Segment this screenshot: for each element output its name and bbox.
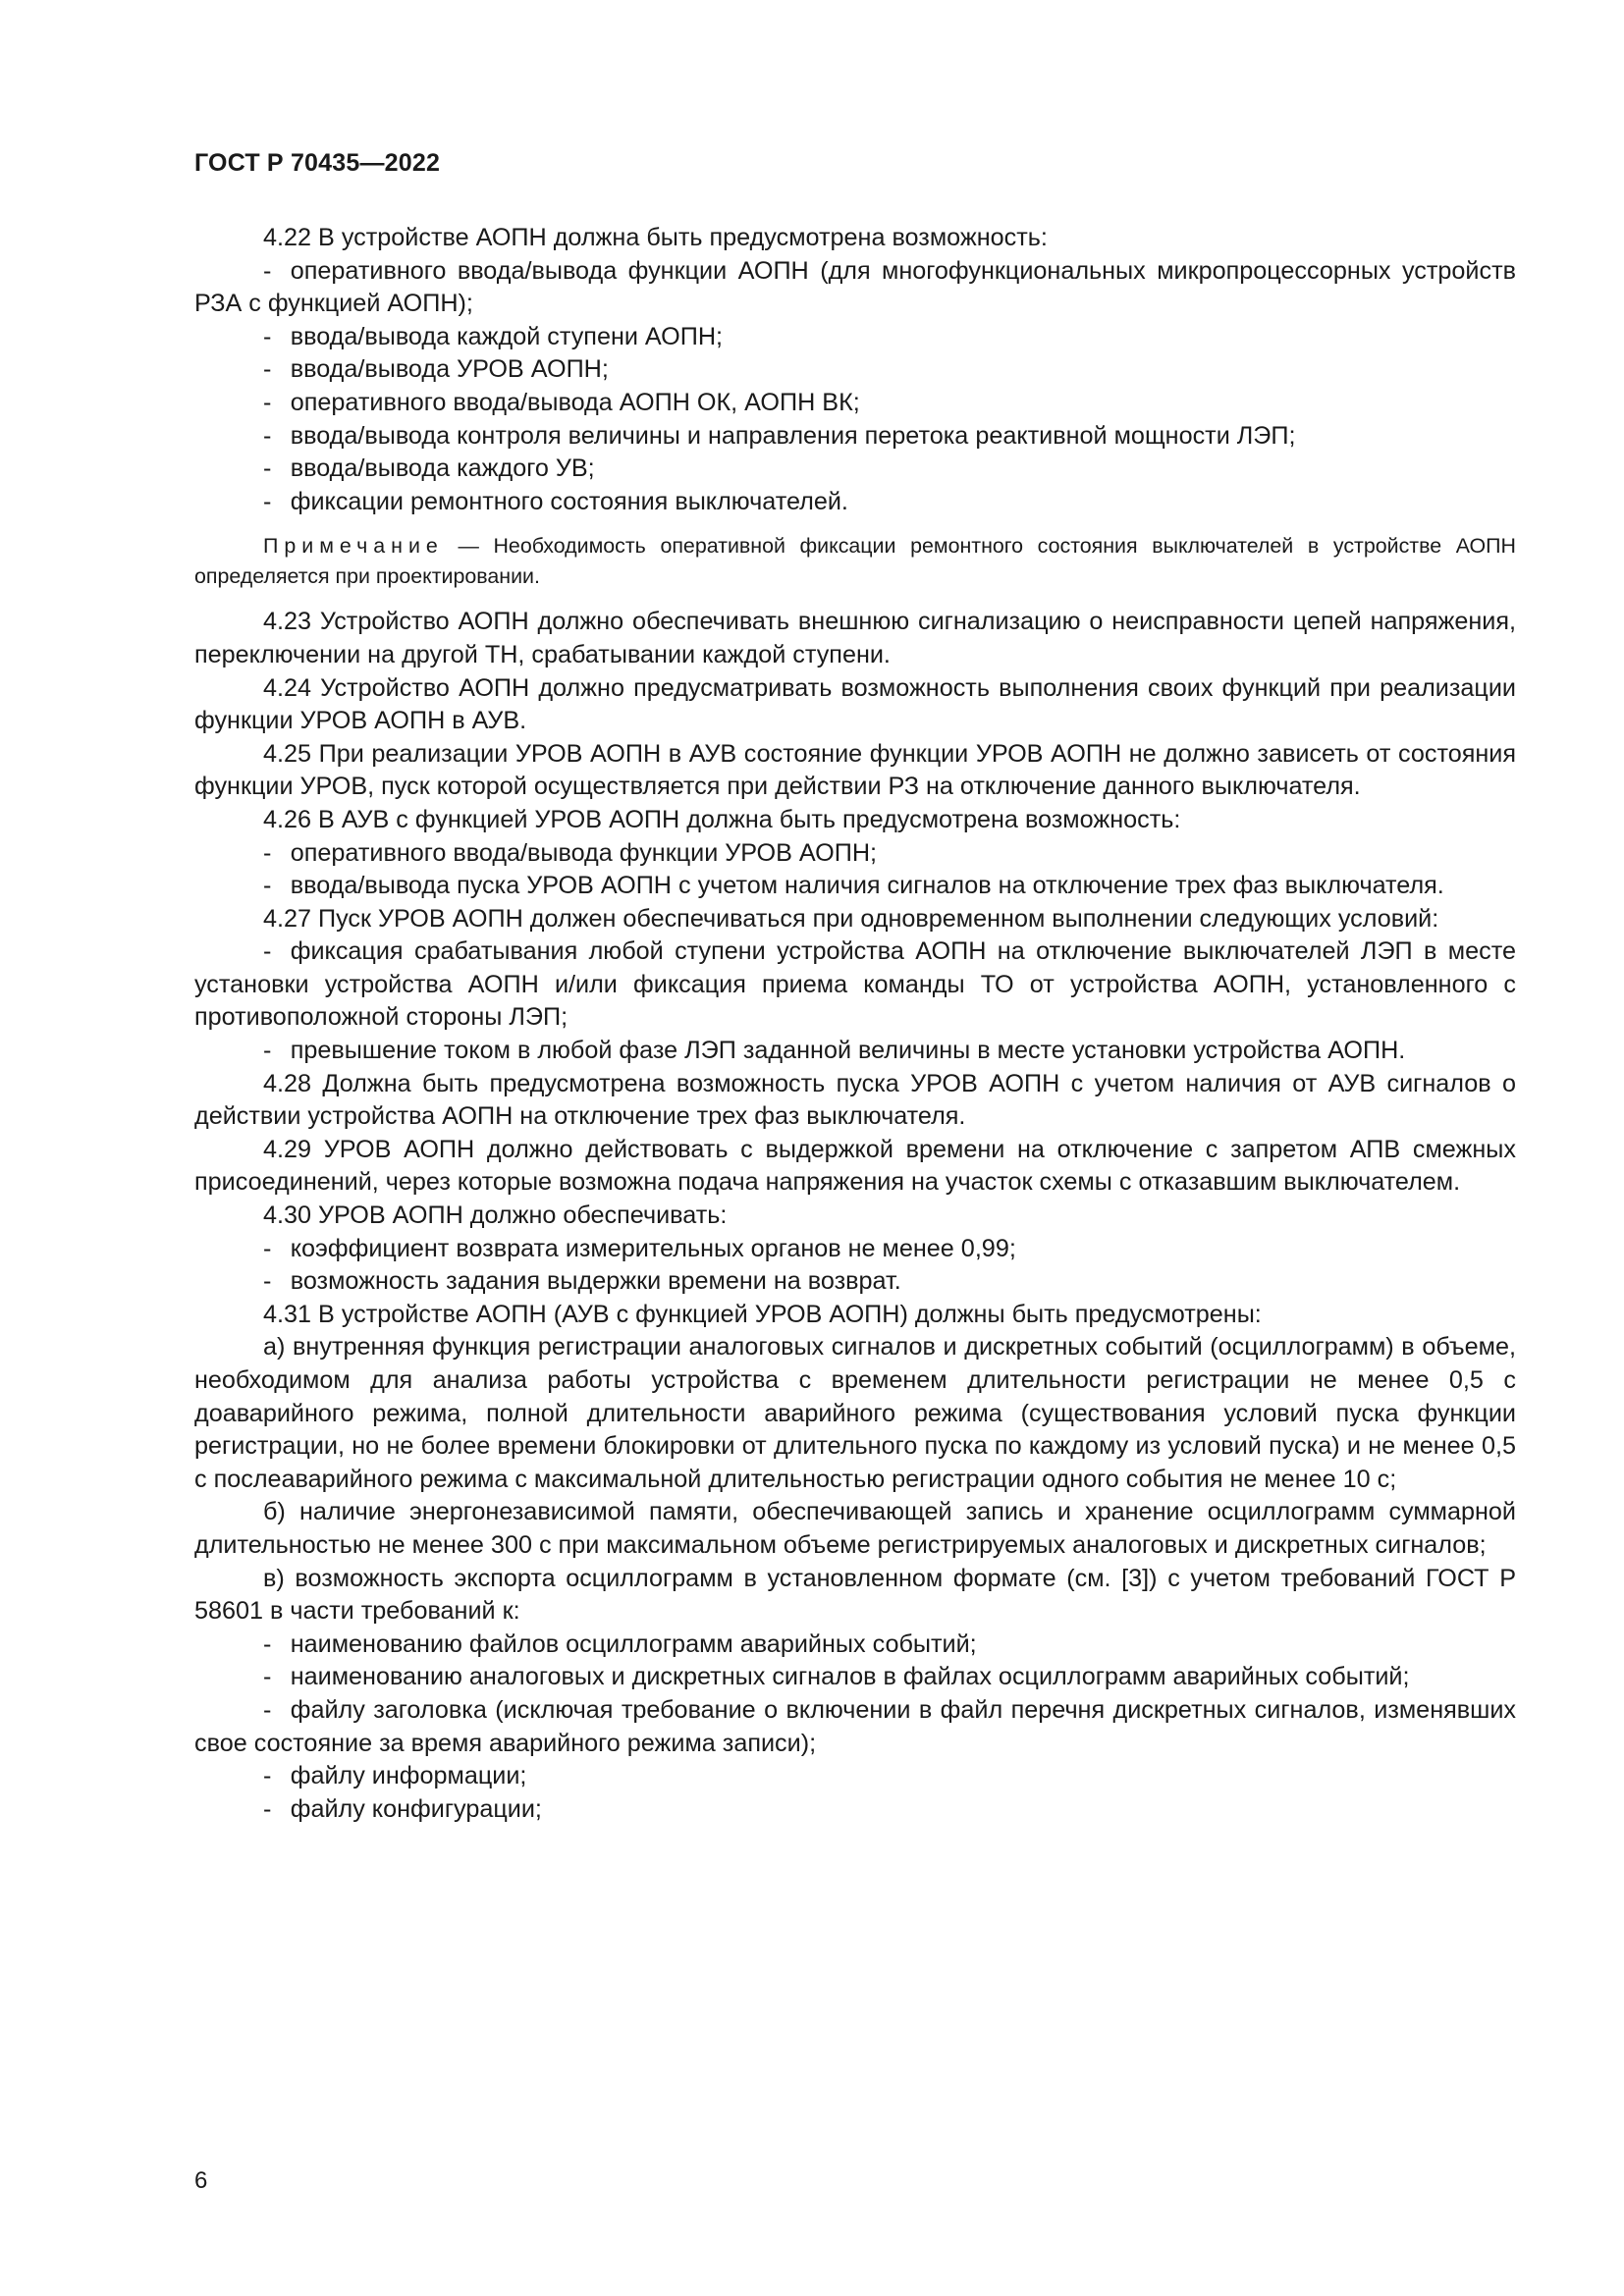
list-item-text: файлу заголовка (исключая требование о включении в файл перечня дискретных сигналов, изменявших свое состояние за время аварийного режима записи); bbox=[194, 1695, 1516, 1757]
paragraph: 4.27 Пуск УРОВ АОПН должен обеспечиваться при одновременном выполнении следующих условий: bbox=[263, 904, 1439, 933]
list-item bbox=[194, 1629, 1516, 1662]
list-item-text: ввода/вывода УРОВ АОПН; bbox=[290, 355, 609, 384]
paragraph: 4.22 В устройстве АОПН должна быть предусмотрена возможность: bbox=[263, 224, 1048, 251]
list-item bbox=[194, 387, 1516, 420]
list-item bbox=[194, 935, 1516, 1035]
list-item bbox=[194, 837, 1516, 871]
list-item-text: оперативного ввода/вывода АОПН ОК, АОПН ВК; bbox=[290, 388, 860, 416]
list-dash: - bbox=[263, 1695, 272, 1724]
list-item bbox=[194, 870, 1516, 903]
list-item bbox=[194, 321, 1516, 354]
list-item-text: ввода/вывода каждого УВ; bbox=[290, 454, 595, 483]
list-dash: - bbox=[263, 1663, 272, 1691]
list-dash: - bbox=[263, 322, 272, 350]
list-dash: - bbox=[263, 1234, 272, 1262]
paragraph: 4.25 При реализации УРОВ АОПН в АУВ состояние функции УРОВ АОПН не должно зависеть от состояния функции УРОВ, пуск которой осуществляется при действии РЗ на отключение данного выключателя. bbox=[194, 739, 1516, 801]
list-item-text: возможность задания выдержки времени на возврат. bbox=[290, 1267, 901, 1296]
list-item bbox=[194, 1035, 1516, 1068]
list-item bbox=[194, 1760, 1516, 1793]
note bbox=[194, 531, 1516, 592]
list-dash: - bbox=[263, 1762, 272, 1790]
list-item bbox=[194, 420, 1516, 454]
list-item bbox=[194, 486, 1516, 519]
list-item bbox=[194, 353, 1516, 387]
list-item-text: оперативного ввода/вывода функции АОПН (для многофункциональных микропроцессорных устройств РЗА с функцией АОПН); bbox=[194, 256, 1516, 318]
paragraph: 4.24 Устройство АОПН должно предусматривать возможность выполнения своих функций при реализации функции УРОВ АОПН в АУВ. bbox=[194, 673, 1516, 735]
list-dash: - bbox=[263, 1629, 272, 1658]
paragraph: а) внутренняя функция регистрации аналоговых сигналов и дискретных событий (осциллограмм) в объеме, необходимом для анализа работы устройства с временем длительности регистрации не менее 0,5 с доаварийного режима, полной длительности аварийного режима (существования условий пуска функции регистрации, но не более времени блокировки от длительного пуска по каждому из условий пуска) и не менее 0,5 с послеаварийного режима с максимальной длительностью регистрации одного события не менее 10 с; bbox=[194, 1333, 1516, 1493]
paragraph: в) возможность экспорта осциллограмм в установленном формате (см. [3]) с учетом требований ГОСТ Р 58601 в части требований к: bbox=[194, 1564, 1516, 1626]
note-label: Примечание bbox=[263, 534, 444, 559]
list-dash: - bbox=[263, 487, 272, 515]
list-dash: - bbox=[263, 937, 272, 966]
list-dash: - bbox=[263, 838, 272, 867]
list-item bbox=[194, 453, 1516, 486]
list-item-text: ввода/вывода пуска УРОВ АОПН с учетом наличия сигналов на отключение трех фаз выключателя. bbox=[290, 872, 1444, 900]
list-dash: - bbox=[263, 1794, 272, 1823]
list-item bbox=[194, 255, 1516, 321]
list-item bbox=[194, 1661, 1516, 1694]
list-item bbox=[194, 1793, 1516, 1827]
list-item bbox=[194, 1694, 1516, 1760]
paragraph: б) наличие энергонезависимой памяти, обеспечивающей запись и хранение осциллограмм суммарной длительностью не менее 300 с при максимальном объеме регистрируемых аналоговых и дискретных сигналов; bbox=[194, 1498, 1516, 1559]
list-item-text: файлу информации; bbox=[290, 1762, 527, 1790]
list-dash: - bbox=[263, 872, 272, 900]
paragraph: 4.26 В АУВ с функцией УРОВ АОПН должна быть предусмотрена возможность: bbox=[263, 805, 1181, 833]
list-item-text: наименованию файлов осциллограмм аварийных событий; bbox=[290, 1629, 977, 1658]
list-item-text: ввода/вывода контроля величины и направления перетока реактивной мощности ЛЭП; bbox=[290, 421, 1296, 450]
list-item-text: коэффициент возврата измерительных органов не менее 0,99; bbox=[290, 1234, 1016, 1262]
list-dash: - bbox=[263, 355, 272, 384]
list-dash: - bbox=[263, 421, 272, 450]
note-text: — Необходимость оперативной фиксации ремонтного состояния выключателей в устройстве АОПН определяется при проектировании. bbox=[194, 534, 1516, 589]
document-header: ГОСТ Р 70435—2022 bbox=[194, 149, 441, 177]
page-number: 6 bbox=[194, 2167, 208, 2194]
paragraph: 4.30 УРОВ АОПН должно обеспечивать: bbox=[263, 1201, 728, 1230]
document-body bbox=[194, 222, 1516, 1826]
list-item bbox=[194, 1233, 1516, 1266]
list-item-text: фиксации ремонтного состояния выключателей. bbox=[290, 487, 848, 515]
list-dash: - bbox=[263, 1037, 272, 1065]
list-item-text: ввода/вывода каждой ступени АОПН; bbox=[290, 322, 724, 350]
paragraph: 4.23 Устройство АОПН должно обеспечивать внешнюю сигнализацию о неисправности цепей напряжения, переключении на другой ТН, срабатывании каждой ступени. bbox=[194, 608, 1516, 668]
list-item-text: оперативного ввода/вывода функции УРОВ АОПН; bbox=[290, 838, 878, 867]
list-item-text: файлу конфигурации; bbox=[290, 1794, 542, 1823]
list-dash: - bbox=[263, 256, 272, 285]
list-item-text: превышение током в любой фазе ЛЭП заданной величины в месте установки устройства АОПН. bbox=[290, 1037, 1406, 1065]
paragraph: 4.31 В устройстве АОПН (АУВ с функцией УРОВ АОПН) должны быть предусмотрены: bbox=[263, 1300, 1262, 1328]
list-item-text: фиксация срабатывания любой ступени устройства АОПН на отключение выключателей ЛЭП в месте установки устройства АОПН и/или фиксация приема команды ТО от устройства АОПН, установленного с противоположной стороны ЛЭП; bbox=[194, 937, 1516, 1032]
list-dash: - bbox=[263, 454, 272, 483]
paragraph: 4.28 Должна быть предусмотрена возможность пуска УРОВ АОПН с учетом наличия от АУВ сигналов о действии устройства АОПН на отключение трех фаз выключателя. bbox=[194, 1069, 1516, 1131]
list-dash: - bbox=[263, 388, 272, 416]
paragraph: 4.29 УРОВ АОПН должно действовать с выдержкой времени на отключение с запретом АПВ смежных присоединений, через которые возможна подача напряжения на участок схемы с отказавшим выключателем. bbox=[194, 1135, 1516, 1197]
list-item bbox=[194, 1265, 1516, 1299]
list-dash: - bbox=[263, 1267, 272, 1296]
list-item-text: наименованию аналоговых и дискретных сигналов в файлах осциллограмм аварийных событий; bbox=[290, 1663, 1410, 1691]
